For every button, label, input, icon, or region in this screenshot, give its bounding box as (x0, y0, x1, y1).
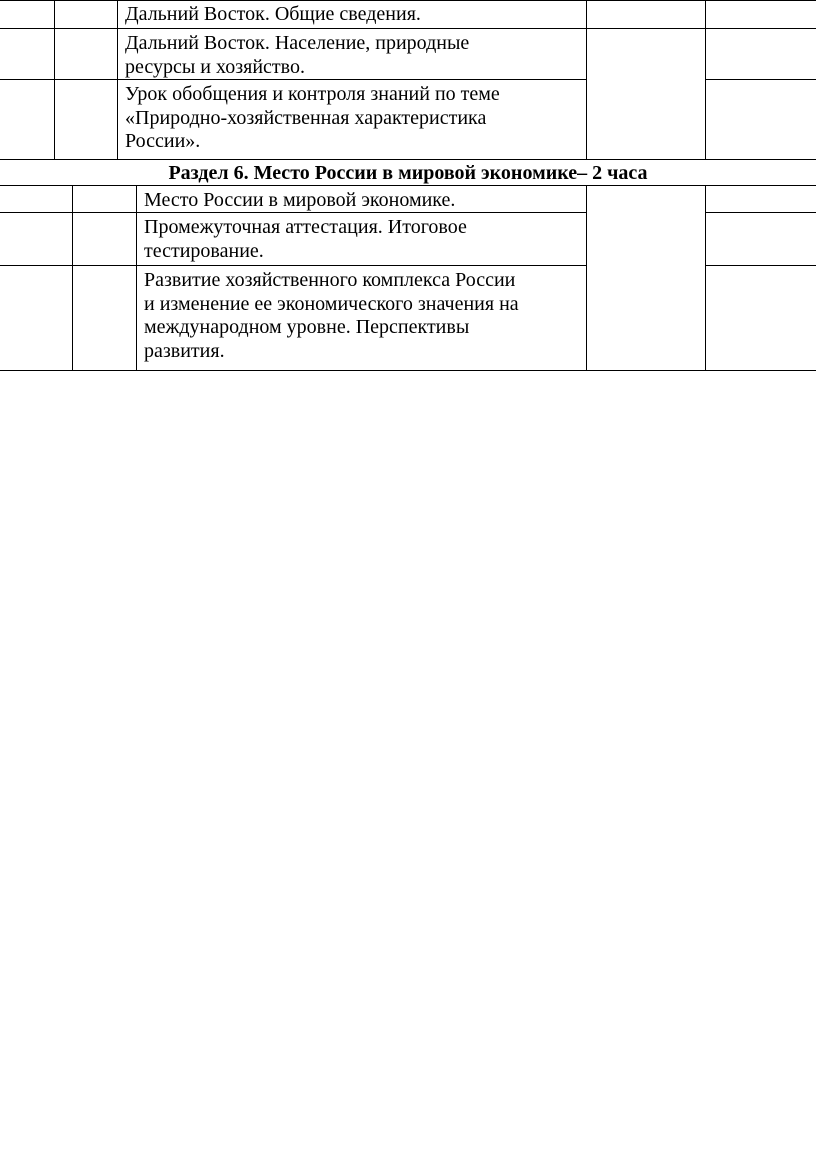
column-divider (136, 185, 137, 371)
row-divider (705, 265, 816, 266)
lesson-topic: Промежуточная аттестация. Итоговое тестирование. (144, 216, 467, 262)
table-border (0, 370, 816, 371)
column-divider (117, 0, 118, 160)
column-divider (54, 0, 55, 160)
row-divider (0, 79, 586, 80)
row-divider (705, 212, 816, 213)
column-divider (586, 0, 587, 160)
lesson-topic: Место России в мировой экономике. (144, 189, 456, 211)
lesson-topic: Урок обобщения и контроля знаний по теме «Природно-хозяйственная характеристика России». (125, 83, 500, 152)
table-border (0, 0, 816, 1)
column-divider (72, 185, 73, 371)
lesson-topic: Развитие хозяйственного комплекса России и изменение ее экономического значения на международном уровне. Перспективы развития. (144, 269, 519, 362)
row-divider (705, 79, 816, 80)
column-divider (705, 185, 706, 371)
table-border (0, 185, 816, 186)
column-divider (586, 185, 587, 371)
row-divider (0, 265, 586, 266)
section-title: Раздел 6. Место России в мировой экономике– 2 часа (168, 162, 648, 184)
row-divider (0, 28, 816, 29)
column-divider (705, 0, 706, 160)
lesson-topic: Дальний Восток. Население, природные ресурсы и хозяйство. (125, 32, 470, 78)
lesson-topic: Дальний Восток. Общие сведения. (125, 3, 421, 25)
